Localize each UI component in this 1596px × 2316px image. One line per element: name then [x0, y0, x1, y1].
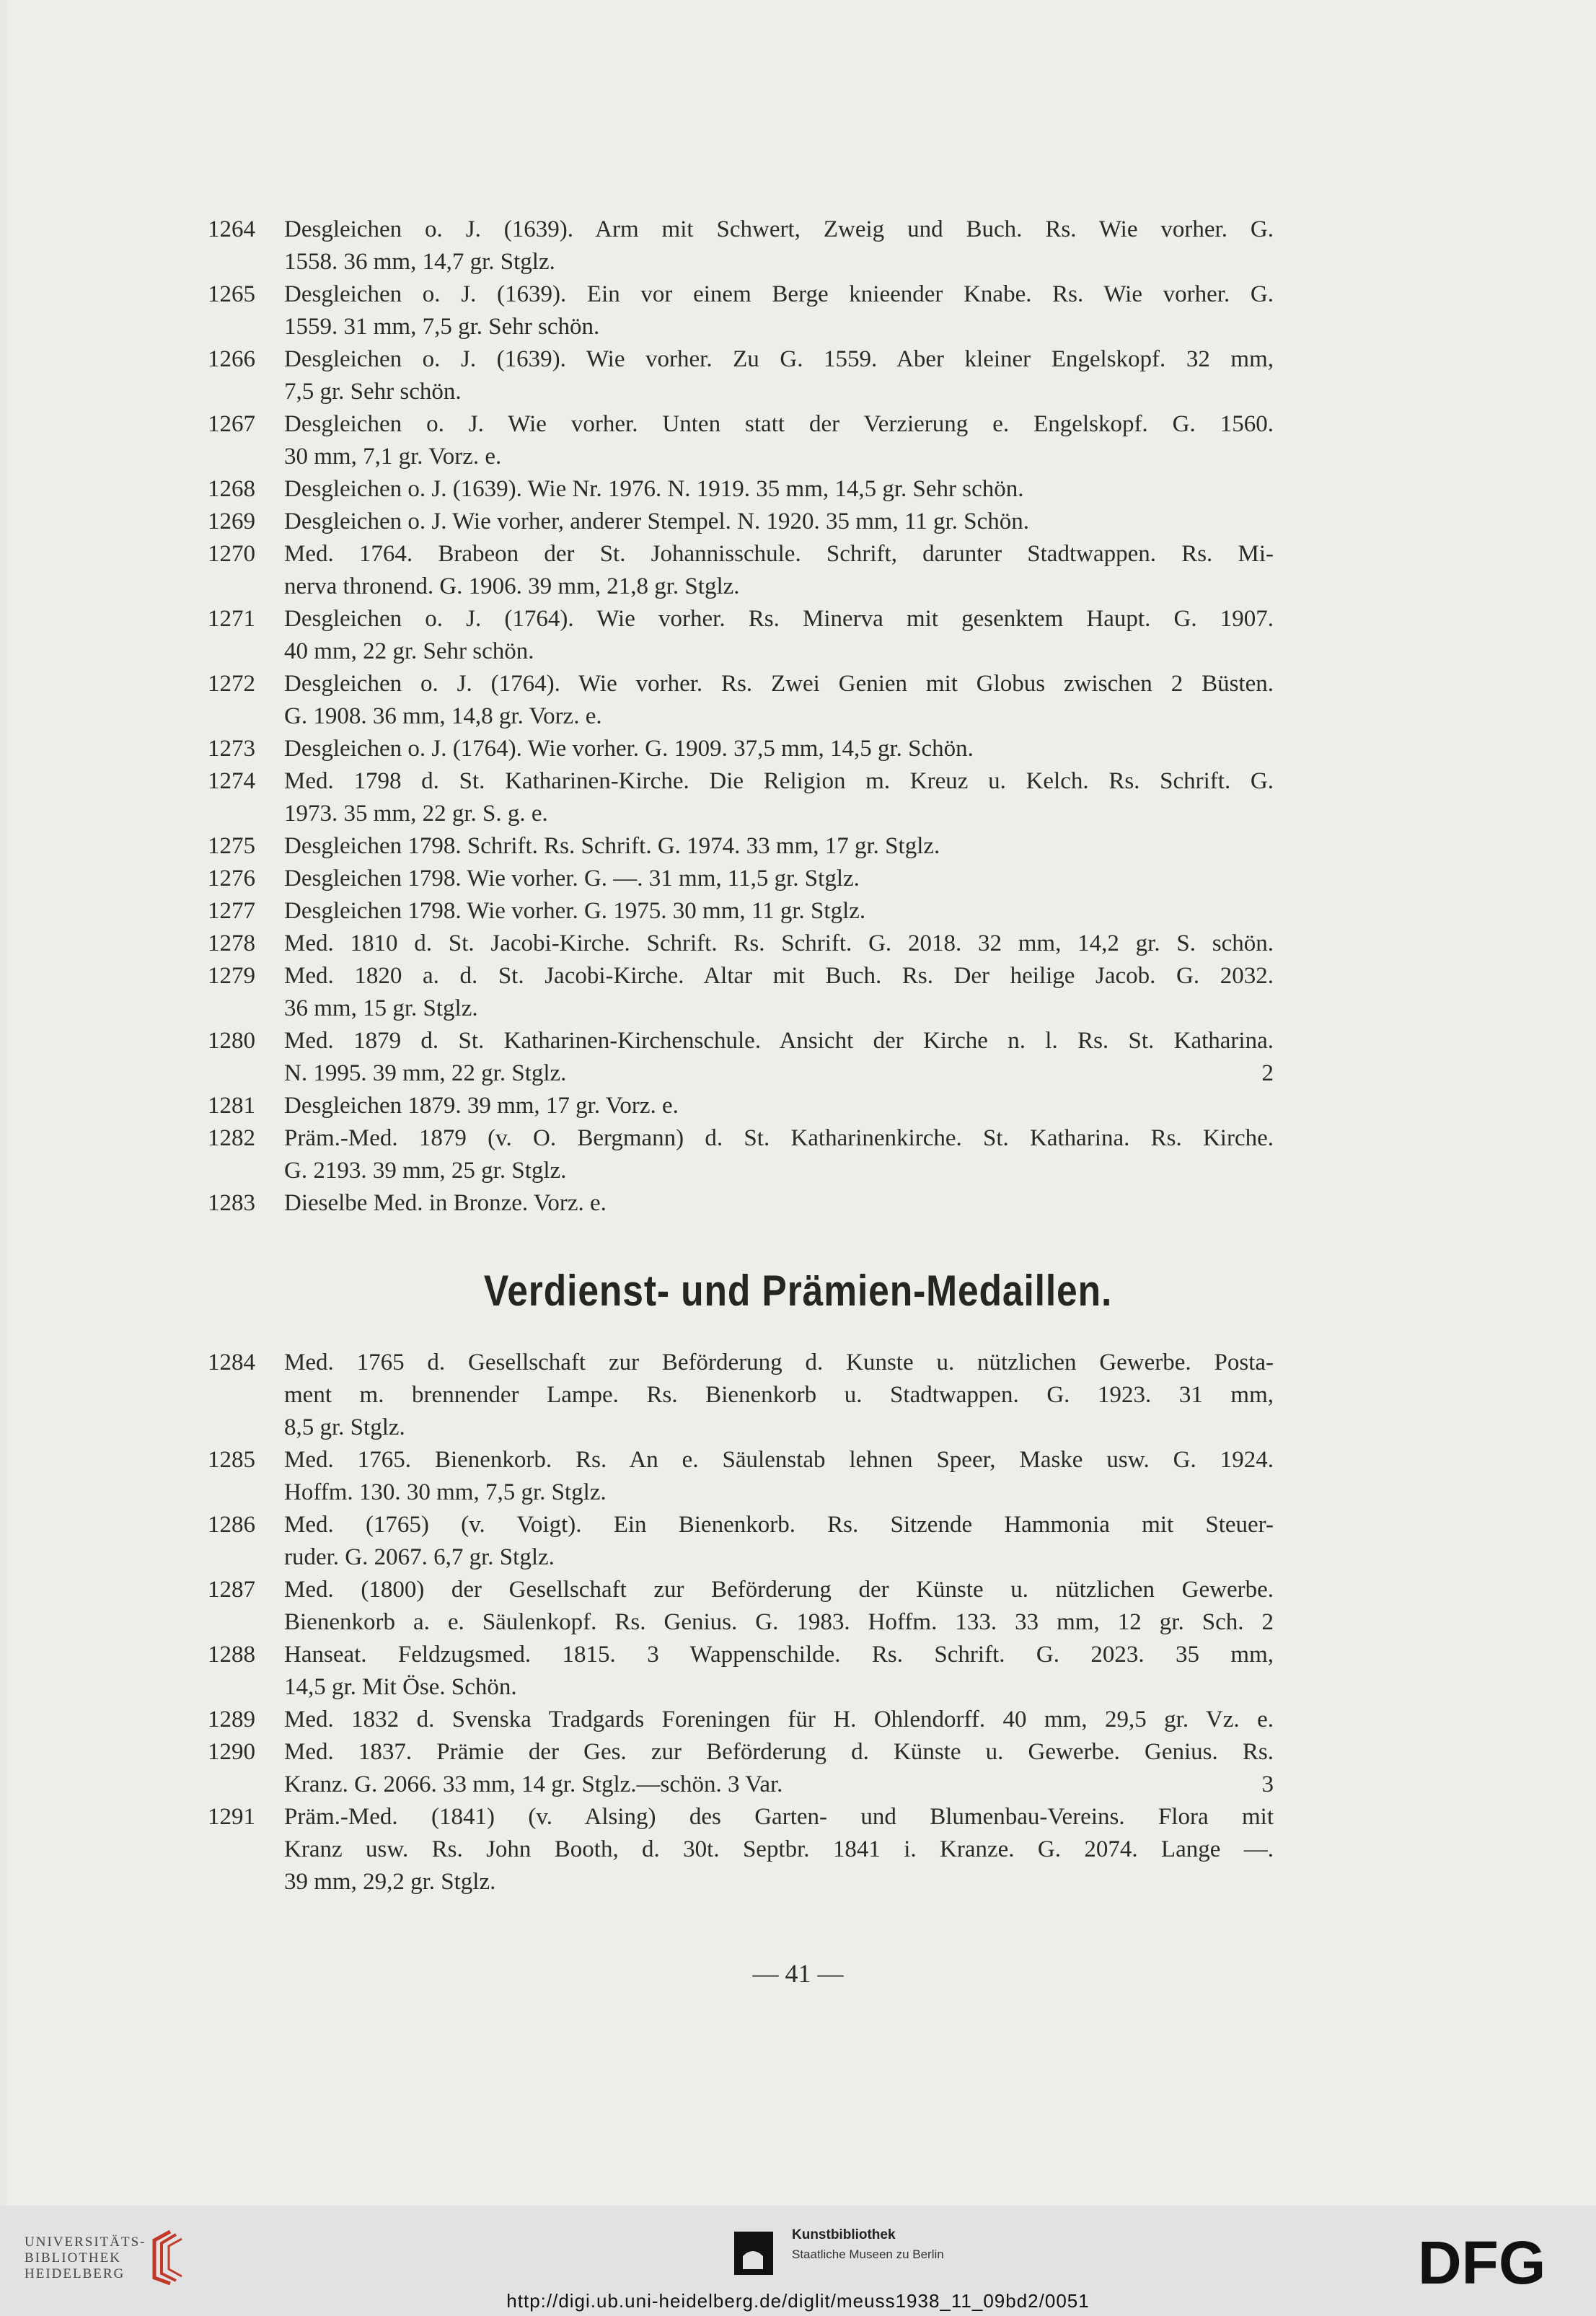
entry-description: [284, 765, 1274, 830]
entry-number: 1269: [208, 508, 255, 534]
entry-number: 1268: [208, 476, 255, 502]
entry-line: [284, 1412, 1274, 1444]
catalog-entry: [0, 1025, 1596, 1090]
entry-line-text: Med. 1764. Brabeon der St. Johannisschule. Schrift, darunter Stadtwappen. Rs. Mi-: [284, 541, 1274, 567]
kunstbibliothek-title: Kunstbibliothek: [792, 2227, 896, 2242]
ub-line-2: BIBLIOTHEK: [25, 2250, 121, 2266]
catalog-entry: [0, 1639, 1596, 1704]
entry-line: [284, 1379, 1274, 1412]
entry-line-text: Bienenkorb a. e. Säulenkopf. Rs. Genius. G. 1983. Hoffm. 133. 33 mm, 12 gr. Sch. 2: [284, 1609, 1274, 1635]
entry-description: [284, 1736, 1274, 1801]
catalog-entry: [0, 1704, 1596, 1736]
entry-line: [284, 1639, 1274, 1671]
entry-description: [284, 506, 1274, 538]
entry-line: [284, 1866, 1274, 1898]
entry-number: 1276: [208, 866, 255, 891]
entry-line-text: nerva thronend. G. 1906. 39 mm, 21,8 gr. Stglz.: [284, 573, 740, 599]
catalog-entry: [0, 343, 1596, 408]
entry-line-text: Med. 1765. Bienenkorb. Rs. An e. Säulenstab lehnen Speer, Maske usw. G. 1924.: [284, 1447, 1274, 1473]
entry-line: [284, 635, 1274, 668]
entry-number: 1267: [208, 411, 255, 437]
entry-line: [284, 343, 1274, 376]
entry-line-text: N. 1995. 39 mm, 22 gr. Stglz.: [284, 1060, 567, 1086]
entry-line-text: Präm.-Med. 1879 (v. O. Bergmann) d. St. Katharinenkirche. St. Katharina. Rs. Kirche.: [284, 1125, 1274, 1151]
page-number: — 41 —: [752, 1959, 844, 1988]
entry-line-text: Desgleichen o. J. (1764). Wie vorher. G. 1909. 37,5 mm, 14,5 gr. Schön.: [284, 736, 974, 762]
entry-line: [284, 1736, 1274, 1769]
entry-line-text: Desgleichen o. J. (1764). Wie vorher. Rs. Minerva mit gesenktem Haupt. G. 1907.: [284, 606, 1274, 632]
entry-number: 1289: [208, 1707, 255, 1732]
ub-line-1: UNIVERSITÄTS-: [25, 2234, 146, 2250]
entry-description: [284, 343, 1274, 408]
entry-line: [284, 1122, 1274, 1155]
entry-line: [284, 863, 1274, 895]
entry-description: [284, 830, 1274, 863]
entry-line-text: Desgleichen 1798. Wie vorher. G. 1975. 30 mm, 11 gr. Stglz.: [284, 898, 866, 924]
entry-description: [284, 1509, 1274, 1574]
entry-line: [284, 1444, 1274, 1476]
entry-number: 1285: [208, 1447, 255, 1473]
entry-line-text: 39 mm, 29,2 gr. Stglz.: [284, 1869, 496, 1895]
entry-line-text: 1559. 31 mm, 7,5 gr. Sehr schön.: [284, 314, 600, 340]
entry-line-text: Desgleichen o. J. (1639). Wie vorher. Zu G. 1559. Aber kleiner Engelskopf. 32 mm,: [284, 346, 1274, 372]
entry-line: [284, 1509, 1274, 1541]
entry-description: [284, 538, 1274, 603]
entry-number: 1273: [208, 736, 255, 762]
entry-description: [284, 603, 1274, 668]
entry-line-text: Med. 1832 d. Svenska Tradgards Foreningen für H. Ohlendorff. 40 mm, 29,5 gr. Vz. e.: [284, 1707, 1274, 1732]
entry-line: [284, 1833, 1274, 1866]
entry-line-text: Med. 1798 d. St. Katharinen-Kirche. Die Religion m. Kreuz u. Kelch. Rs. Schrift. G.: [284, 768, 1274, 794]
entry-line-text: Desgleichen 1798. Schrift. Rs. Schrift. G. 1974. 33 mm, 17 gr. Stglz.: [284, 833, 940, 859]
entry-line-text: 36 mm, 15 gr. Stglz.: [284, 995, 478, 1021]
dfg-logo-text: DFG: [1418, 2233, 1546, 2291]
entry-description: [284, 473, 1274, 506]
catalog-entry: [0, 830, 1596, 863]
entry-line: [284, 1476, 1274, 1509]
entry-line: [284, 668, 1274, 700]
entry-number: 1277: [208, 898, 255, 924]
entry-line-text: 30 mm, 7,1 gr. Vorz. e.: [284, 444, 502, 470]
catalog-entry: [0, 1444, 1596, 1509]
entry-line-text: Desgleichen 1879. 39 mm, 17 gr. Vorz. e.: [284, 1093, 679, 1119]
entry-line: [284, 376, 1274, 408]
entry-line-text: Med. 1820 a. d. St. Jacobi-Kirche. Altar mit Buch. Rs. Der heilige Jacob. G. 2032.: [284, 963, 1274, 989]
piece-count: 2: [1261, 1060, 1274, 1086]
catalog-entry: [0, 928, 1596, 960]
catalog-entry: [0, 1347, 1596, 1444]
entry-line: [284, 830, 1274, 863]
catalog-entry: [0, 1574, 1596, 1639]
entry-line: [284, 798, 1274, 830]
entry-line-text: ment m. brennender Lampe. Rs. Bienenkorb u. Stadtwappen. G. 1923. 31 mm,: [284, 1382, 1274, 1408]
catalog-entry: [0, 668, 1596, 733]
ub-line-3: HEIDELBERG: [25, 2266, 125, 2281]
entry-line: [284, 311, 1274, 343]
entry-description: [284, 213, 1274, 278]
catalog-entry: [0, 538, 1596, 603]
entry-line: [284, 1574, 1274, 1606]
entry-description: [284, 960, 1274, 1025]
entry-description: [284, 668, 1274, 733]
kunstbibliothek-subtitle: Staatliche Museen zu Berlin: [792, 2247, 944, 2261]
entry-line-text: Dieselbe Med. in Bronze. Vorz. e.: [284, 1190, 607, 1216]
entry-line: [284, 506, 1274, 538]
entry-line-text: Desgleichen o. J. Wie vorher, anderer Stempel. N. 1920. 35 mm, 11 gr. Schön.: [284, 508, 1029, 534]
entry-description: [284, 1122, 1274, 1187]
piece-count: 3: [1261, 1771, 1274, 1797]
catalog-entry: [0, 1801, 1596, 1898]
catalog-entry: [0, 1509, 1596, 1574]
entry-line: [284, 1704, 1274, 1736]
entry-description: [284, 408, 1274, 473]
catalog-entry: [0, 1736, 1596, 1801]
entry-number: 1288: [208, 1642, 255, 1668]
entry-line-text: Med. (1765) (v. Voigt). Ein Bienenkorb. Rs. Sitzende Hammonia mit Steuer-: [284, 1512, 1274, 1538]
entry-description: [284, 1444, 1274, 1509]
entry-description: [284, 278, 1274, 343]
entry-line: [284, 1541, 1274, 1574]
entry-number: 1275: [208, 833, 255, 859]
entry-line-text: Med. (1800) der Gesellschaft zur Beförderung der Künste u. nützlichen Gewerbe.: [284, 1577, 1274, 1603]
entry-number: 1291: [208, 1804, 255, 1830]
entry-line: [284, 960, 1274, 992]
entry-line: [284, 278, 1274, 311]
entry-line: [284, 895, 1274, 928]
entry-number: 1282: [208, 1125, 255, 1151]
section-heading: Verdienst- und Prämien-Medaillen.: [483, 1267, 1113, 1315]
catalog-entry: [0, 1090, 1596, 1122]
entry-number: 1274: [208, 768, 255, 794]
entry-number: 1272: [208, 671, 255, 697]
entry-number: 1286: [208, 1512, 255, 1538]
entry-description: [284, 928, 1274, 960]
catalog-entry: [0, 408, 1596, 473]
entry-line: [284, 1671, 1274, 1704]
entry-line: [284, 700, 1274, 733]
ub-heidelberg-logo-icon: [141, 2227, 192, 2285]
entry-line-text: Desgleichen o. J. Wie vorher. Unten statt der Verzierung e. Engelskopf. G. 1560.: [284, 411, 1274, 437]
entry-number: 1271: [208, 606, 255, 632]
entry-description: [284, 1801, 1274, 1898]
entry-number: 1287: [208, 1577, 255, 1603]
entry-line: [284, 733, 1274, 765]
catalog-entry: [0, 506, 1596, 538]
document-url-link[interactable]: http://digi.ub.uni-heidelberg.de/diglit/meuss1938_11_09bd2/0051: [506, 2290, 1090, 2312]
catalog-entry: [0, 733, 1596, 765]
entry-description: [284, 733, 1274, 765]
entry-number: 1281: [208, 1093, 255, 1119]
entry-line-text: Desgleichen 1798. Wie vorher. G. —. 31 mm, 11,5 gr. Stglz.: [284, 866, 860, 891]
entry-number: 1278: [208, 930, 255, 956]
entry-line-text: 8,5 gr. Stglz.: [284, 1414, 405, 1440]
entry-line-text: Desgleichen o. J. (1764). Wie vorher. Rs. Zwei Genien mit Globus zwischen 2 Büsten.: [284, 671, 1274, 697]
entry-description: [284, 895, 1274, 928]
entry-line: [284, 408, 1274, 441]
entry-line: [284, 1606, 1274, 1639]
entry-description: [284, 1639, 1274, 1704]
entry-line: [284, 1769, 1274, 1801]
kunstbibliothek-logo-icon: [728, 2224, 779, 2282]
entry-line: [284, 1057, 1274, 1090]
entry-number: 1290: [208, 1739, 255, 1765]
entry-line-text: 1558. 36 mm, 14,7 gr. Stglz.: [284, 249, 555, 275]
entry-line-text: 7,5 gr. Sehr schön.: [284, 379, 462, 405]
entry-line: [284, 765, 1274, 798]
entry-number: 1279: [208, 963, 255, 989]
catalog-entry: [0, 863, 1596, 895]
catalog-entry: [0, 603, 1596, 668]
entry-line-text: Med. 1879 d. St. Katharinen-Kirchenschule. Ansicht der Kirche n. l. Rs. St. Katharina.: [284, 1028, 1274, 1054]
catalog-entry: [0, 278, 1596, 343]
entries-section-2: [0, 1347, 1596, 1898]
entry-line: [284, 473, 1274, 506]
entry-description: [284, 1187, 1274, 1220]
entry-description: [284, 1704, 1274, 1736]
entry-description: [284, 1574, 1274, 1639]
entry-line-text: Med. 1837. Prämie der Ges. zur Beförderung d. Künste u. Gewerbe. Genius. Rs.: [284, 1739, 1274, 1765]
entry-line: [284, 246, 1274, 278]
entry-number: 1264: [208, 216, 255, 242]
entry-line: [284, 992, 1274, 1025]
entry-line-text: G. 2193. 39 mm, 25 gr. Stglz.: [284, 1158, 567, 1184]
entry-line: [284, 1155, 1274, 1187]
entry-line: [284, 213, 1274, 246]
entry-description: [284, 1347, 1274, 1444]
entry-description: [284, 863, 1274, 895]
catalog-entry: [0, 765, 1596, 830]
catalog-entry: [0, 473, 1596, 506]
catalog-entry: [0, 1122, 1596, 1187]
entry-line-text: Präm.-Med. (1841) (v. Alsing) des Garten- und Blumenbau-Vereins. Flora mit: [284, 1804, 1274, 1830]
entry-line: [284, 538, 1274, 571]
entry-line: [284, 1090, 1274, 1122]
entry-line-text: ruder. G. 2067. 6,7 gr. Stglz.: [284, 1544, 555, 1570]
entry-line-text: Hoffm. 130. 30 mm, 7,5 gr. Stglz.: [284, 1479, 607, 1505]
entry-number: 1280: [208, 1028, 255, 1054]
entry-line: [284, 441, 1274, 473]
entries-section-1: [0, 213, 1596, 1220]
catalog-entry: [0, 1187, 1596, 1220]
entry-line-text: Hanseat. Feldzugsmed. 1815. 3 Wappenschilde. Rs. Schrift. G. 2023. 35 mm,: [284, 1642, 1274, 1668]
entry-number: 1284: [208, 1349, 255, 1375]
entry-line-text: 1973. 35 mm, 22 gr. S. g. e.: [284, 801, 548, 827]
entry-line: [284, 571, 1274, 603]
ub-heidelberg-label: [25, 2234, 146, 2282]
entry-line: [284, 1347, 1274, 1379]
entry-number: 1270: [208, 541, 255, 567]
footer-bar: [0, 2206, 1596, 2316]
dfg-logo-icon: [1418, 2233, 1573, 2291]
entry-line-text: 40 mm, 22 gr. Sehr schön.: [284, 638, 534, 664]
entry-line-text: Desgleichen o. J. (1639). Ein vor einem Berge knieender Knabe. Rs. Wie vorher. G.: [284, 281, 1274, 307]
entry-number: 1266: [208, 346, 255, 372]
entry-line: [284, 1187, 1274, 1220]
entry-line: [284, 603, 1274, 635]
entry-line-text: Desgleichen o. J. (1639). Arm mit Schwert, Zweig und Buch. Rs. Wie vorher. G.: [284, 216, 1274, 242]
entry-line-text: Med. 1810 d. St. Jacobi-Kirche. Schrift. Rs. Schrift. G. 2018. 32 mm, 14,2 gr. S. schön.: [284, 930, 1274, 956]
entry-line: [284, 1801, 1274, 1833]
entry-line-text: Med. 1765 d. Gesellschaft zur Beförderung d. Kunste u. nützlichen Gewerbe. Posta-: [284, 1349, 1274, 1375]
entry-line-text: Desgleichen o. J. (1639). Wie Nr. 1976. N. 1919. 35 mm, 14,5 gr. Sehr schön.: [284, 476, 1024, 502]
catalog-entry: [0, 895, 1596, 928]
entry-description: [284, 1090, 1274, 1122]
entry-description: [284, 1025, 1274, 1090]
catalog-entry: [0, 960, 1596, 1025]
entry-line-text: Kranz. G. 2066. 33 mm, 14 gr. Stglz.—schön. 3 Var.: [284, 1771, 783, 1797]
entry-line: [284, 1025, 1274, 1057]
entry-line: [284, 928, 1274, 960]
entry-line-text: 14,5 gr. Mit Öse. Schön.: [284, 1674, 517, 1700]
entry-line-text: Kranz usw. Rs. John Booth, d. 30t. Septbr. 1841 i. Kranze. G. 2074. Lange —.: [284, 1836, 1274, 1862]
entry-number: 1265: [208, 281, 255, 307]
entry-line-text: G. 1908. 36 mm, 14,8 gr. Vorz. e.: [284, 703, 602, 729]
entry-number: 1283: [208, 1190, 255, 1216]
catalog-entry: [0, 213, 1596, 278]
